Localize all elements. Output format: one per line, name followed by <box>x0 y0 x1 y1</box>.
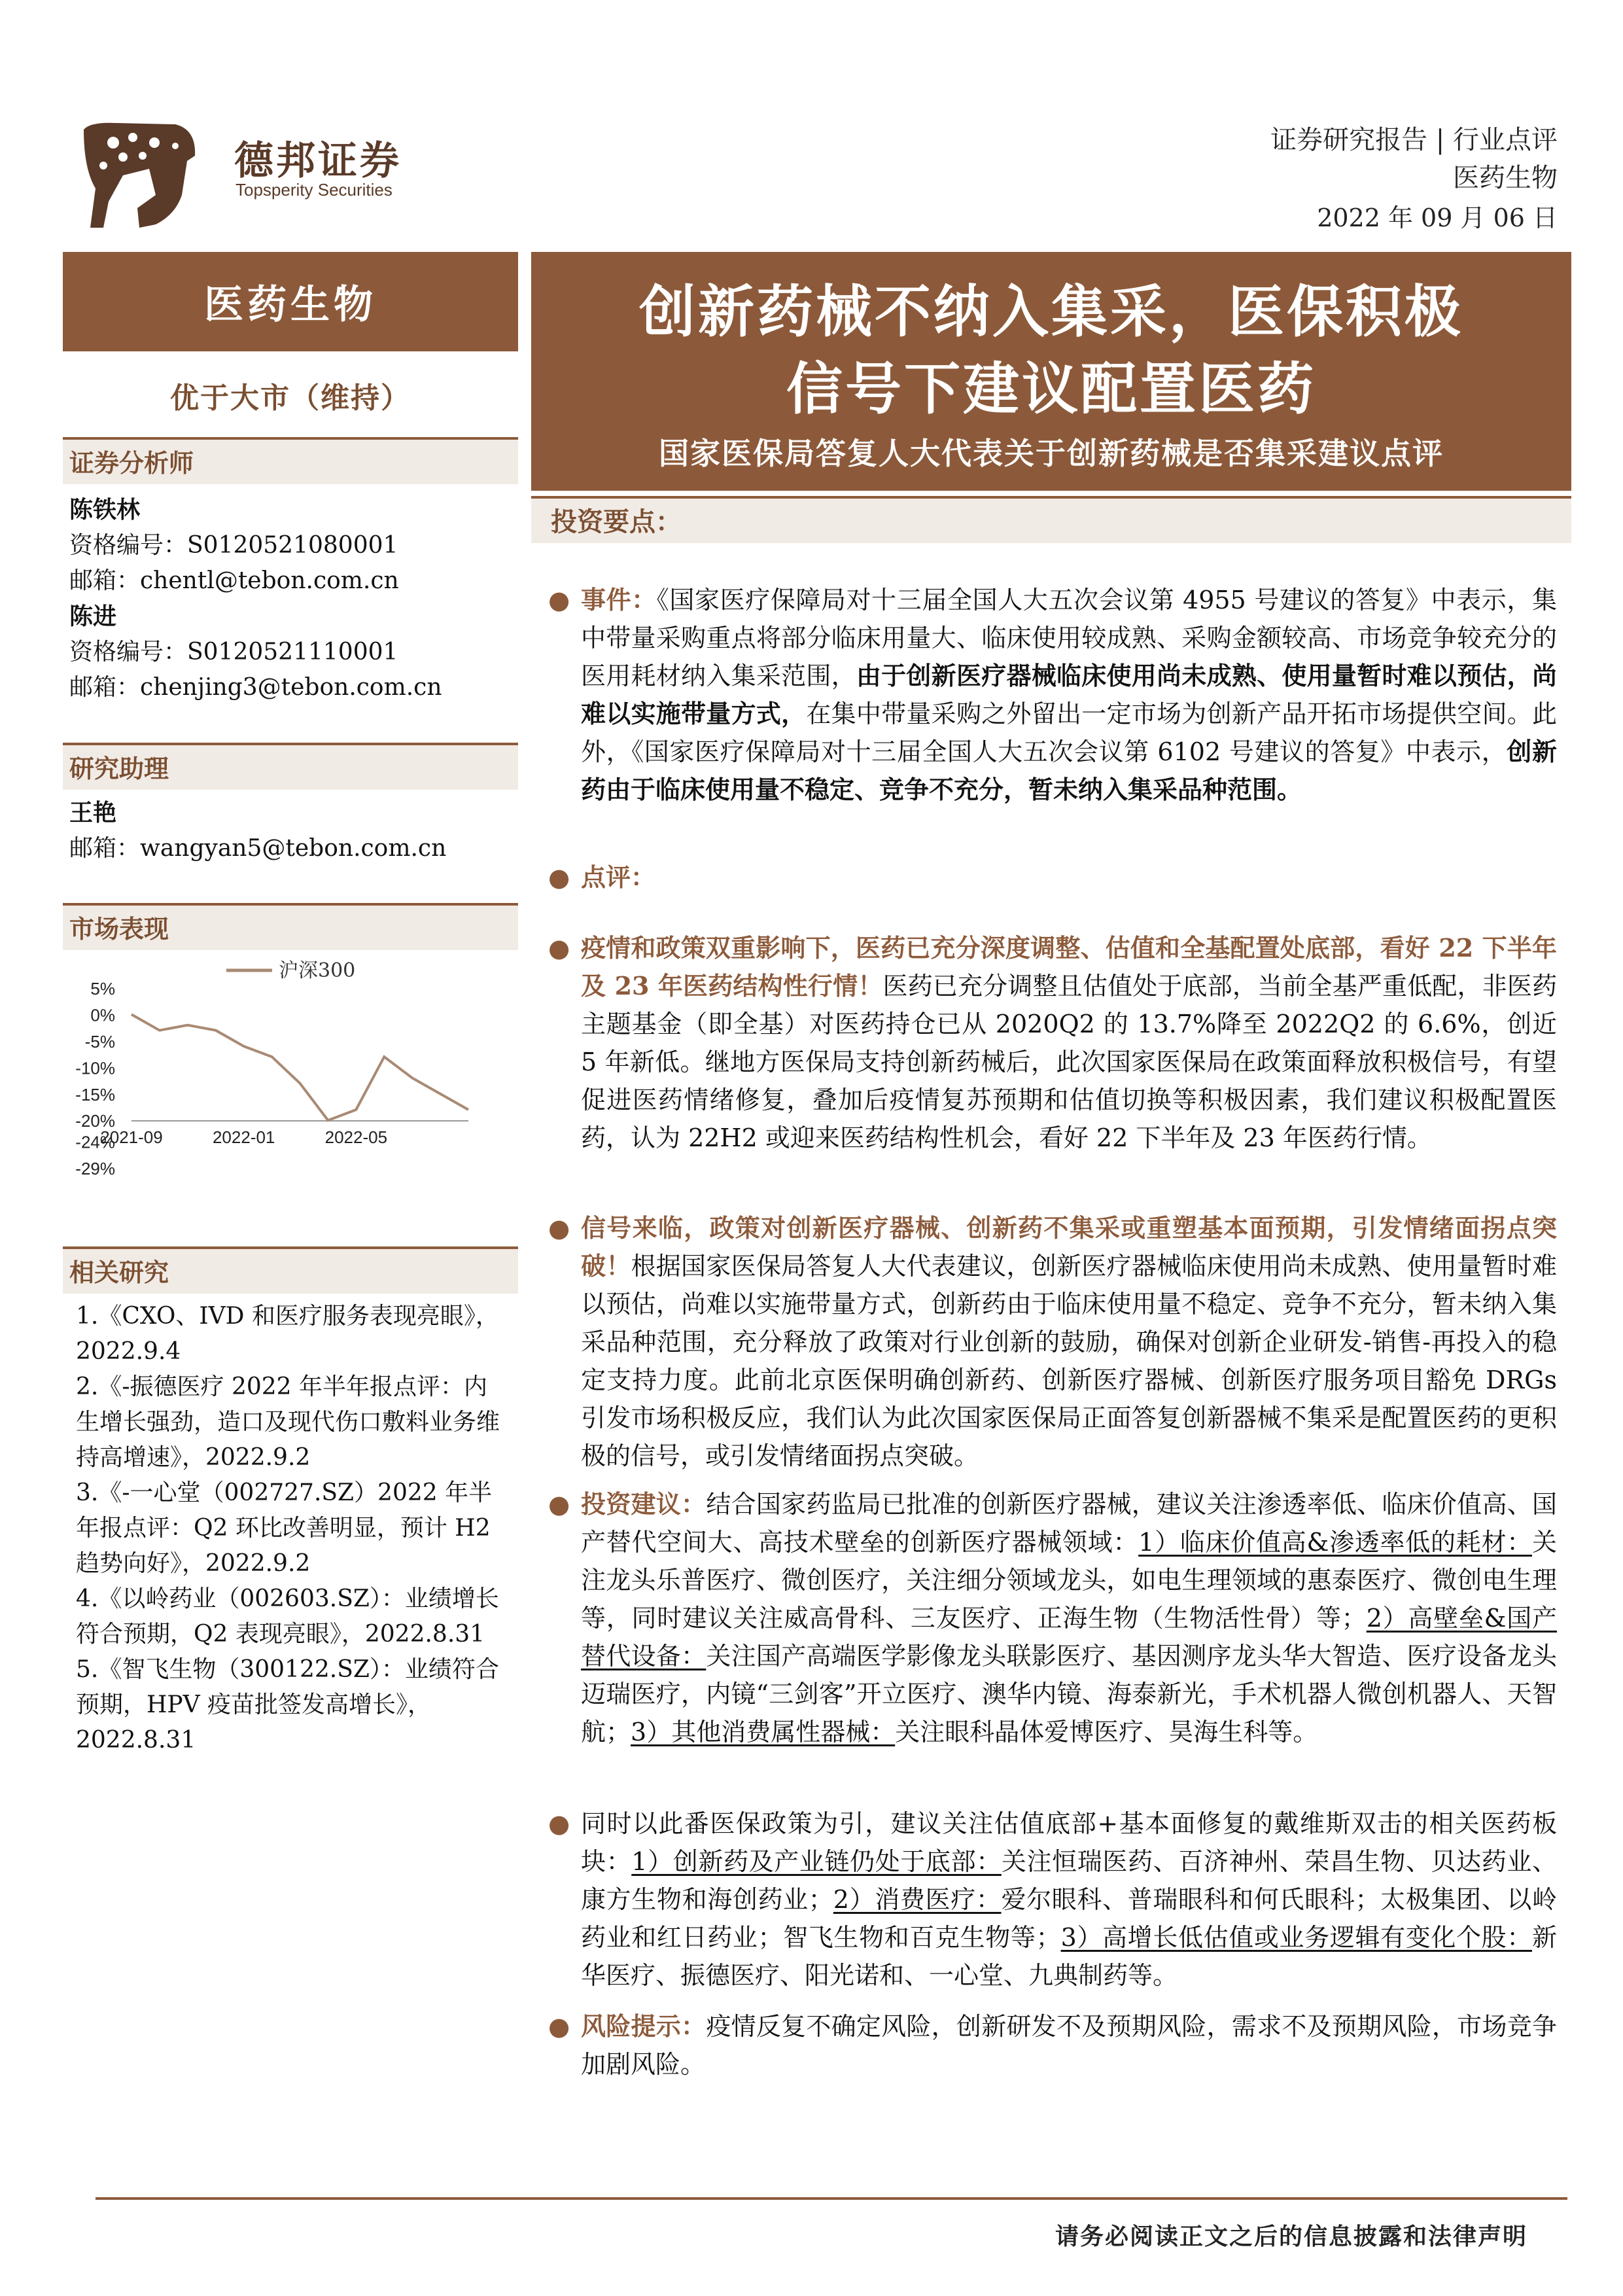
para-underline: 1）创新药及产业链仍处于底部： <box>631 1847 1002 1876</box>
footer-disclaimer: 请务必阅读正文之后的信息披露和法律声明 <box>1055 2223 1527 2250</box>
analyst-cert: 资格编号：S0120521080001 <box>69 532 398 559</box>
assistant-block <box>69 795 446 866</box>
para-text: 根据国家医保局答复人大代表建议，创新医疗器械临床使用尚未成熟、使用量暂时难以预估，尚难以实施带量方式，创新药由于临床使用量不稳定、竞争不充分，暂未纳入集采品种范围，充分释放了政策对行业创新的鼓励，确保对创新企业研发-销售-再投入的稳定支持力度。此前北京医保明确创新药、创新医疗器械、创新医疗服务项目豁免 DRGs 引发市场积极反应，我们认为此次国家医保局正面答复创新器械不集采是配置医药的更积极的信号，或引发情绪面拐点突破。 <box>581 1252 1557 1470</box>
report-sector: 医药生物 <box>1453 163 1558 193</box>
para-text: 关注眼科晶体爱博医疗、昊海生科等。 <box>895 1718 1318 1746</box>
para-text: 爱尔眼科、普瑞眼科和何氏眼科；太极集团、以岭药业和红日药业；智飞生物和百克生物等； <box>581 1885 1557 1952</box>
para-text: 《国家医疗保障局对十三届全国人大五次会议第 4955 号建议的答复》中表示，集中带量采购重点将部分临床用量大、临床使用较成熟、采购金额较高、市场竞争较充分的医用耗材纳入集采范围， <box>581 586 1557 690</box>
assistant-section-head: 研究助理 <box>63 743 518 790</box>
assistant-name: 王艳 <box>69 799 117 826</box>
analyst-block <box>69 492 442 705</box>
para-text: 关注国产高端医学影像龙头联影医疗、基因测序龙头华大智造、医疗设备龙头迈瑞医疗，内镜“三剑客”开立医疗、澳华内镜、海泰新光，手术机器人微创机器人、天智航； <box>581 1642 1557 1746</box>
para-underline: 3）其他消费属性器械： <box>631 1718 896 1746</box>
x-tick-label: 2022-05 <box>324 1127 388 1147</box>
bullet-icon: ● <box>548 934 570 963</box>
para-underline: 3）高增长低估值或业务逻辑有变化个股： <box>1060 1923 1532 1952</box>
para-underline: 2）消费医疗： <box>833 1885 1002 1914</box>
para-underline: 2）高壁垒&国产替代设备： <box>581 1604 1557 1670</box>
report-subtitle: 国家医保局答复人大代表关于创新药械是否集采建议点评 <box>659 436 1444 471</box>
assistant-email: 邮箱：wangyan5@tebon.com.cn <box>69 835 447 862</box>
y-tick-label: -24% <box>75 1132 115 1152</box>
footer-divider <box>96 2197 1567 2200</box>
para-text: 关注恒瑞医药、百济神州、荣昌生物、贝达药业、康方生物和海创药业； <box>581 1847 1557 1914</box>
series-line-hs300 <box>131 1014 468 1120</box>
logo-text-en: Topsperity Securities <box>236 180 393 200</box>
para-text: 同时以此番医保政策为引，建议关注估值底部+基本面修复的戴维斯双击的相关医药板块： <box>581 1809 1557 1876</box>
y-tick-label: -29% <box>75 1159 115 1178</box>
market-chart <box>63 952 521 1188</box>
para-bold: 由于创新医疗器械临床使用尚未成熟、使用量暂时难以预估，尚难以实施带量方式， <box>581 661 1557 728</box>
bullet-icon: ● <box>548 1214 570 1243</box>
para-underline: 1）临床价值高&渗透率低的耗材： <box>1138 1528 1532 1557</box>
para-lead: 点评： <box>581 862 656 892</box>
y-tick-label: -15% <box>75 1084 115 1104</box>
y-tick-label: -20% <box>75 1111 115 1131</box>
paragraph-event <box>550 581 1557 809</box>
para-text: 新华医疗、振德医疗、阳光诺和、一心堂、九典制药等。 <box>581 1923 1557 1990</box>
analyst-email: 邮箱：chenjing3@tebon.com.cn <box>69 674 442 701</box>
analyst-name: 陈进 <box>69 603 117 630</box>
logo-text-cn: 德邦证券 <box>234 138 402 184</box>
key-points-head: 投资要点： <box>531 496 1571 543</box>
para-text: 医药已充分调整且估值处于底部，当前全基严重低配，非医药主题基金（即全基）对医药持仓已从 2020Q2 的 13.7%降至 2022Q2 的 6.6%，创近 5 年新低。继地方医保局支持创新药械后，此次国家医保局在政策面释放积极信号，有望促进医药情绪修复，叠加后疫情复苏预期和估值切换等积极因素，我们建议积极配置医药，认为 22H2 或迎来医药结构性机会，看好 22 下半年及 23 年医药行情。 <box>581 972 1557 1152</box>
paragraph-comment <box>550 858 1557 896</box>
para-lead: 投资建议： <box>581 1489 707 1519</box>
related-section-head: 相关研究 <box>63 1246 518 1294</box>
related-item[interactable]: 3.《-一心堂（002727.SZ）2022 年半年报点评：Q2 环比改善明显，预计 H2 趋势向好》，2022.9.2 <box>76 1479 493 1577</box>
report-date: 2022 年 09 月 06 日 <box>1317 203 1558 232</box>
paragraph-advice <box>550 1485 1557 1751</box>
para-lead: 事件： <box>581 585 657 614</box>
related-item[interactable]: 5.《智飞生物（300122.SZ）：业绩符合预期，HPV 疫苗批签发高增长》，2022.8.31 <box>76 1656 499 1754</box>
para-lead: 疫情和政策双重影响下，医药已充分深度调整、估值和全基配置处底部，看好 22 下半年及 23 年医药结构性行情！ <box>581 933 1557 1000</box>
y-tick-label: 5% <box>90 979 115 998</box>
y-tick-label: 0% <box>90 1005 115 1025</box>
para-text: 关注龙头乐普医疗、微创医疗，关注细分领域龙头，如电生理领域的惠泰医疗、微创电生理等，同时建议关注威高骨科、三友医疗、正海生物（生物活性骨）等； <box>581 1528 1557 1633</box>
logo-icon <box>77 116 201 233</box>
title-box <box>531 252 1571 491</box>
bullet-icon: ● <box>548 586 570 614</box>
para-text: 在集中带量采购之外留出一定市场为创新产品开拓市场提供空间。此外，《国家医疗保障局对十三届全国人大五次会议第 6102 号建议的答复》中表示， <box>581 699 1557 766</box>
related-list <box>76 1299 508 1758</box>
analyst-cert: 资格编号：S0120521110001 <box>69 639 398 665</box>
para-text: 疫情反复不确定风险，创新研发不及预期风险，需求不及预期风险，市场竞争加剧风险。 <box>581 2012 1557 2079</box>
legend-label: 沪深300 <box>279 959 356 982</box>
para-bold: 创新药由于临床使用量不稳定、竞争不充分，暂未纳入集采品种范围。 <box>581 737 1557 804</box>
analyst-name: 陈铁林 <box>69 496 141 523</box>
related-item[interactable]: 1.《CXO、IVD 和医疗服务表现亮眼》，2022.9.4 <box>76 1303 499 1365</box>
report-title-line2: 信号下建议配置医药 <box>786 356 1316 422</box>
paragraph-signal <box>550 1209 1557 1475</box>
report-type: 证券研究报告 | 行业点评 <box>1270 125 1558 155</box>
bullet-icon: ● <box>548 1809 570 1838</box>
para-lead: 风险提示： <box>581 2011 707 2041</box>
related-item[interactable]: 4.《以岭药业（002603.SZ）：业绩增长符合预期，Q2 表现亮眼》，2022.8.31 <box>76 1585 499 1648</box>
sector-label: 医药生物 <box>63 252 518 351</box>
rating-label: 优于大市（维持） <box>170 381 411 415</box>
analyst-email: 邮箱：chentl@tebon.com.cn <box>69 567 399 594</box>
related-item[interactable]: 2.《-振德医疗 2022 年半年报点评：内生增长强劲，造口及现代伤口敷料业务维持高增速》，2022.9.2 <box>76 1373 500 1471</box>
report-title-line1: 创新药械不纳入集采，医保积极 <box>639 279 1463 345</box>
market-section-head: 市场表现 <box>63 903 518 950</box>
y-tick-label: -10% <box>75 1058 115 1078</box>
analyst-section-head: 证券分析师 <box>63 437 518 484</box>
y-tick-label: -5% <box>84 1031 115 1051</box>
paragraph-outlook <box>550 929 1557 1157</box>
bullet-icon: ● <box>548 863 570 892</box>
para-text: 结合国家药监局已批准的创新医疗器械，建议关注渗透率低、临床价值高、国产替代空间大、高技术壁垒的创新医疗器械领域： <box>581 1490 1557 1557</box>
bullet-icon: ● <box>548 2012 570 2041</box>
bullet-icon: ● <box>548 1490 570 1519</box>
x-tick-label: 2021-09 <box>100 1127 163 1147</box>
paragraph-policy <box>550 1805 1557 1994</box>
x-tick-label: 2022-01 <box>212 1127 275 1147</box>
para-lead: 信号来临，政策对创新医疗器械、创新药不集采或重塑基本面预期，引发情绪面拐点突破！ <box>581 1213 1557 1280</box>
paragraph-risk <box>550 2007 1557 2083</box>
